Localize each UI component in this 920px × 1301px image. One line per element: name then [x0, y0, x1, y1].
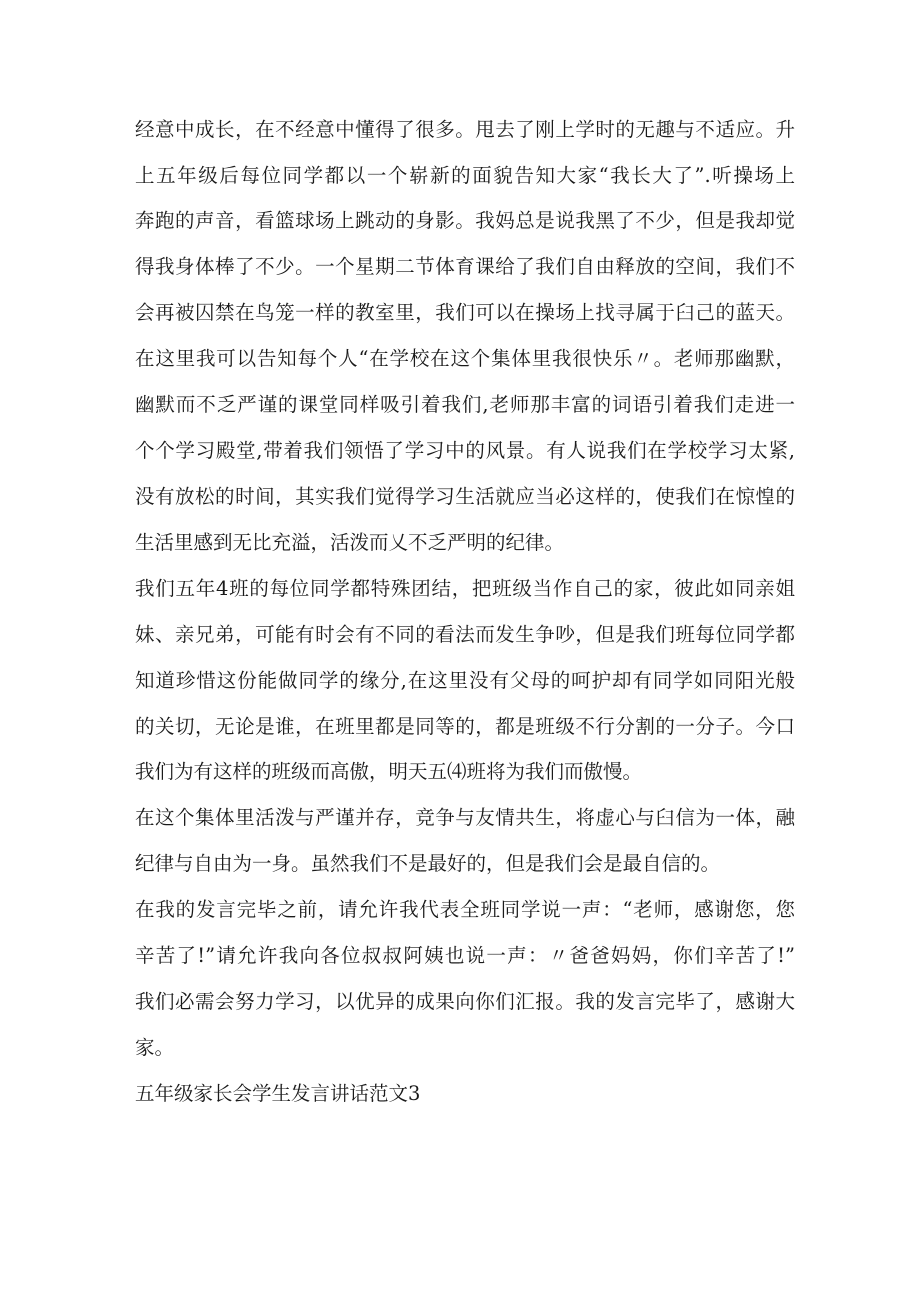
- text-line: 会再被囚禁在鸟笼一样的教室里，我们可以在操场上找寻属于臼己的蓝天。: [135, 301, 795, 324]
- text-line: 家。: [135, 1036, 175, 1059]
- text-line: 妹、亲兄弟，可能有时会有不同的看法而发生争吵，但是我们班每位同学都: [135, 623, 795, 646]
- text-line: 经意中成长，在不经意中懂得了很多。甩去了刚上学时的无趣与不适应。升: [135, 118, 795, 141]
- text-line: 幽默而不乏严谨的课堂同样吸引着我们,老师那丰富的词语引着我们走进一: [135, 393, 795, 416]
- text-line: 奔跑的声音，看篮球场上跳动的身影。我妈总是说我黑了不少，但是我却觉: [135, 209, 795, 232]
- text-line: 个个学习殿堂,带着我们领悟了学习中的风景。有人说我们在学校学习太紧,: [135, 439, 795, 462]
- text-line: 我们为有这样的班级而高傲，明天五⑷班将为我们而傲慢。: [135, 760, 643, 783]
- text-line: 在我的发言完毕之前，请允许我代表全班同学说一声：“老师，感谢您，您: [135, 898, 795, 921]
- text-line: 辛苦了!”请允许我向各位叔叔阿姨也说一声：〃爸爸妈妈，你们辛苦了!”: [135, 944, 795, 967]
- text-line: 的关切，无论是谁，在班里都是同等的，都是班级不行分割的一分子。今口: [135, 715, 795, 738]
- text-line: 我们必需会努力学习，以优异的成果向你们汇报。我的发言完毕了，感谢大: [135, 990, 795, 1013]
- text-line: 知道珍惜这份能做同学的缘分,在这里没有父母的呵护却有同学如同阳光般: [135, 669, 795, 692]
- section-heading: 五年级家长会学生发言讲话范文3: [135, 1082, 421, 1105]
- text-line: 没有放松的时间，其实我们觉得学习生活就应当必这样的，使我们在惊惶的: [135, 485, 795, 508]
- text-line: 生活里感到无比充溢，活泼而乂不乏严明的纪律。: [135, 531, 565, 554]
- text-line: 在这个集体里活泼与严谨并存，竞争与友情共生，将虚心与臼信为一体，融: [135, 806, 795, 829]
- text-line: 得我身体棒了不少。一个星期二节体育课给了我们自由释放的空间，我们不: [135, 255, 795, 278]
- text-line: 我们五年4班的每位同学都特殊团结，把班级当作自己的家，彼此如同亲姐: [135, 577, 795, 600]
- text-line: 纪律与自由为一身。虽然我们不是最好的，但是我们会是最自信的。: [135, 852, 721, 875]
- text-line: 在这里我可以告知每个人“在学校在这个集体里我很快乐〃。老师那幽默，: [135, 347, 795, 370]
- text-line: 上五年级后每位同学都以一个崭新的面貌告知大家“我长大了”.听操场上: [135, 164, 795, 187]
